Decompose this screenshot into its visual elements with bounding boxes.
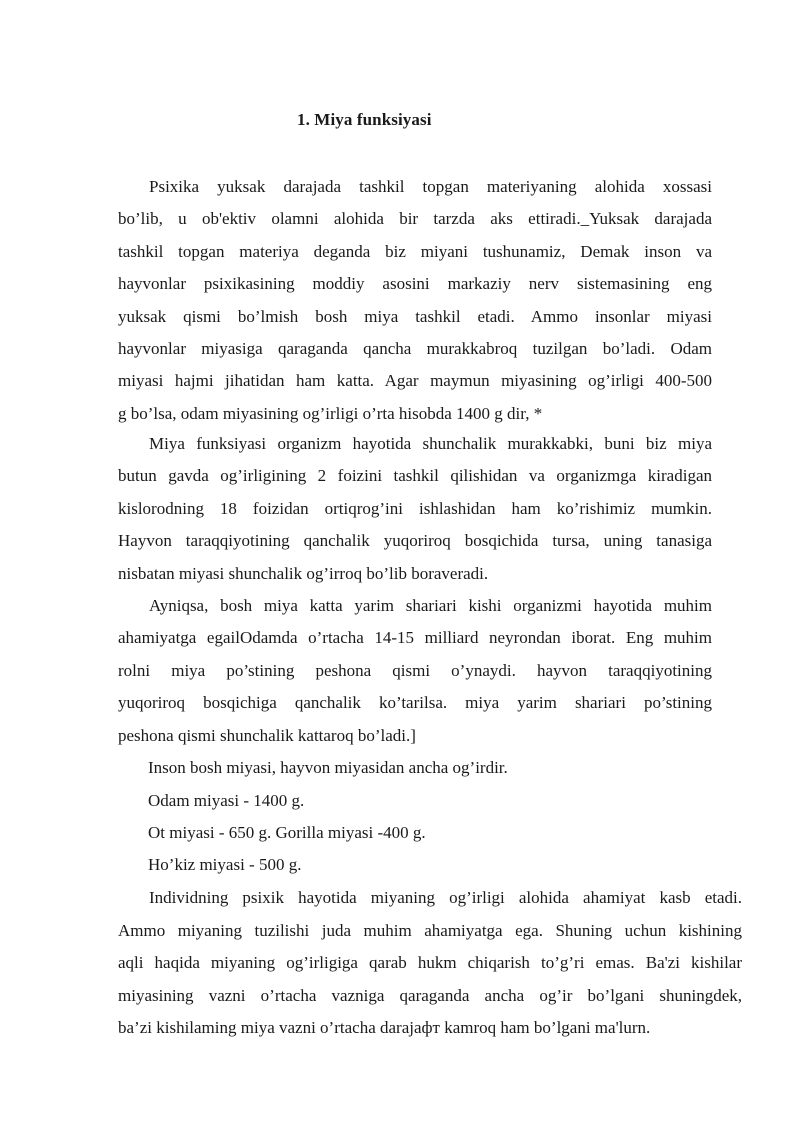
paragraph-line: aqli haqida miyaning og’irligiga qarab hukm chiqarish to’g’ri emas. Ba'zi kishilar <box>118 953 742 973</box>
short-line: Inson bosh miyasi, hayvon miyasidan ancha og’irdir. <box>148 758 508 777</box>
paragraph-line: ahamiyatga egailOdamda o’rtacha 14-15 milliard neyrondan iborat. Eng muhim <box>118 628 712 648</box>
paragraph-line: bo’lib, u ob'ektiv olamni alohida bir tarzda aks ettiradi._Yuksak darajada <box>118 209 712 229</box>
paragraph-line: hayvonlar miyasiga qaraganda qancha murakkabroq tuzilgan bo’ladi. Odam <box>118 338 712 358</box>
short-line: Ot miyasi - 650 g. Gorilla miyasi -400 g. <box>148 823 426 842</box>
paragraph-line: tashkil topgan materiya deganda biz miyani tushunamiz, Demak inson va <box>118 241 712 261</box>
paragraph-4 <box>118 882 742 1045</box>
paragraph-2 <box>118 428 712 590</box>
paragraph-3 <box>118 590 712 752</box>
paragraph-line: Hayvon taraqqiyotining qanchalik yuqoriroq bosqichida tursa, uning tanasiga <box>118 531 712 551</box>
paragraph-line: Psixika yuksak darajada tashkil topgan materiyaning alohida xossasi <box>149 177 712 196</box>
short-line: Odam miyasi - 1400 g. <box>148 791 305 810</box>
paragraph-line: g bo’lsa, odam miyasining og’irligi o’rta hisobda 1400 g dir, * <box>118 403 543 423</box>
paragraph-line: miyasining vazni o’rtacha vazniga qaraganda ancha og’ir bo’lgani shuningdek, <box>118 985 742 1005</box>
paragraph-line: rolni miya po’stining peshona qismi o’ynaydi. hayvon taraqqiyotining <box>118 660 712 680</box>
paragraph-line: Ammo miyaning tuzilishi juda muhim ahamiyatga ega. Shuning uchun kishining <box>118 920 742 940</box>
paragraph-line: yuksak qismi bo’lmish bosh miya tashkil etadi. Ammo insonlar miyasi <box>118 306 712 326</box>
paragraph-line: kislorodning 18 foizidan ortiqrog’ini ishlashidan ham ko’rishimiz mumkin. <box>118 498 712 518</box>
paragraph-line: butun gavda og’irligining 2 foizini tashkil qilishidan va organizmga kiradigan <box>118 466 712 486</box>
paragraph-line: nisbatan miyasi shunchalik og’irroq bo’lib boraveradi. <box>118 563 489 583</box>
paragraph-line: hayvonlar psixikasining moddiy asosini markaziy nerv sistemasining eng <box>118 274 712 294</box>
paragraph-1 <box>118 171 712 430</box>
paragraph-line: yuqoriroq bosqichiga qanchalik ko’tarilsa. miya yarim shariari po’stining <box>118 693 712 713</box>
paragraph-line: peshona qismi shunchalik kattaroq bo’ladi.] <box>118 725 416 745</box>
paragraph-line: Miya funksiyasi organizm hayotida shunchalik murakkabki, buni biz miya <box>149 434 712 453</box>
paragraph-line: ba’zi kishilaming miya vazni o’rtacha darajaфт kamroq ham bo’lgani ma'lurn. <box>118 1018 651 1038</box>
short-line: Ho’kiz miyasi - 500 g. <box>148 855 302 874</box>
paragraph-line: Individning psixik hayotida miyaning og’irligi alohida ahamiyat kasb etadi. <box>149 888 742 907</box>
section-heading: 1. Miya funksiyasi <box>297 110 432 129</box>
paragraph-line: miyasi hajmi jihatidan ham katta. Agar maymun miyasining og’irligi 400-500 <box>118 371 712 391</box>
paragraph-line: Ayniqsa, bosh miya katta yarim shariari kishi organizmi hayotida muhim <box>149 596 712 615</box>
